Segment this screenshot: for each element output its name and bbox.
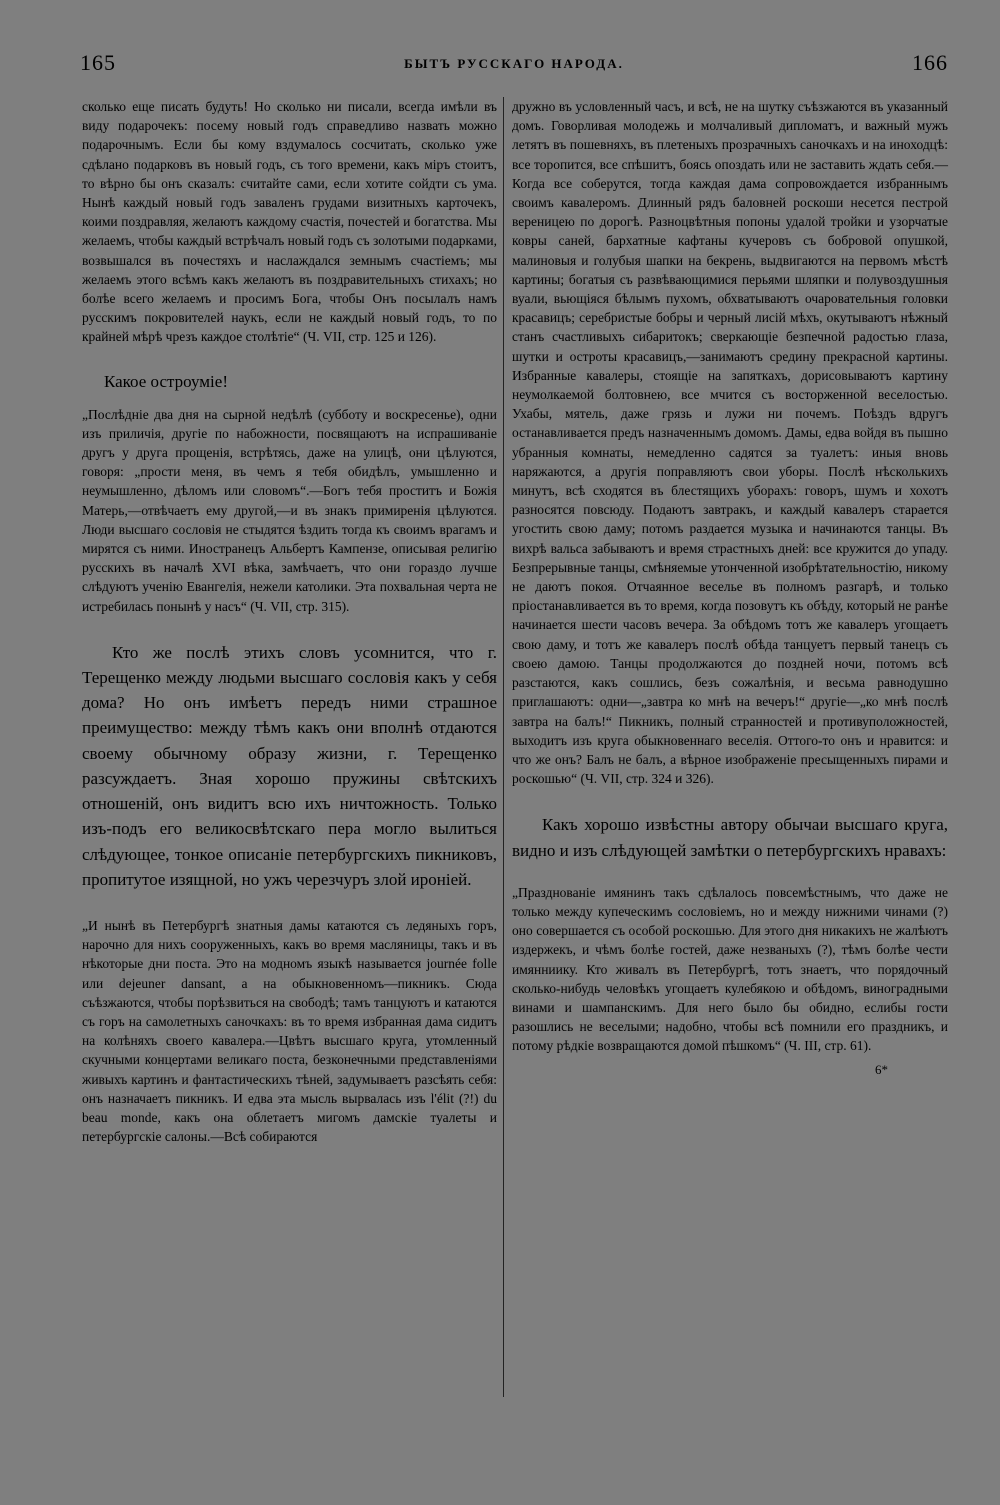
left-column [82, 97, 497, 1146]
column-divider [503, 97, 504, 1397]
section-heading: Какое остроуміе! [104, 371, 228, 391]
body-paragraph: Кто же послѣ этихъ словъ усомнится, что г. Терещенко между людьми высшаго сословія какъ у себя дома? Но онъ имѣетъ передъ ними страшное преимущество: между тѣмъ какъ они вполнѣ отдаются своему обычному образу жизни, г. Терещенко разсуждаетъ. Зная хорошо пружины свѣтскихъ отношеній, онъ видитъ всю ихъ ничтожность. Только изъ-подъ его великосвѣтскаго пера могло вылиться слѣдующее, тонкое описаніе петербургскихъ пикниковъ, пропитутое изящной, но ужъ черезчуръ злой ироніей. [82, 642, 497, 889]
body-paragraph: Какъ хорошо извѣстны автору обычаи высшаго круга, видно и изъ слѣдующей замѣтки о петербургскихъ нравахъ: [512, 815, 948, 860]
quote-paragraph: „Празднованіе имянинъ такъ сдѣлалось повсемѣстнымъ, что даже не только между купеческимъ сословіемъ, но и между нижними чинами (?) оно совершается съ особой роскошью. Для этого дня никакихъ не жалѣютъ издержекъ, и чѣмъ болѣе гостей, даже незваныхъ (?), тѣмъ болѣе чести имянниику. Кто живалъ въ Петербургѣ, тотъ знаетъ, что порядочный сколько-нибудь человѣкъ угощаетъ кулебякою и обѣдомъ, виноградными винами и шампанскимъ. Для него было бы обидно, еслибы гости разошлись не веселыми; надобно, чтобы всѣ помнили его праздникъ, и потому рѣдкіе возвращаются домой пѣшкомъ“ (Ч. III, стр. 61). [512, 884, 948, 1054]
page-number-left: 165 [80, 50, 116, 75]
quote-paragraph: дружно въ условленный часъ, и всѣ, не на шутку съѣзжаются въ указанный домъ. Говорливая молодежь и молчаливый дипломатъ, и важный мужъ летятъ въ пошевняхъ, въ плетеныхъ прозрачныхъ саночкахъ и на иноходцѣ: все торопится, все спѣшитъ, боясь опоздать или не заставить ждать себя.—Когда все соберутся, тогда каждая дама сопровождается избраннымъ своимъ кавалеромъ. Длинный рядъ баловней роскоши несется пестрой вереницею по дорогѣ. Разноцвѣтныя попоны удалой тройки и узорчатые ковры саней, бархатные кафтаны кучеровъ съ бобровой опушкой, малиновыя и голубыя шапки на бекрень, выдвигаются на первомъ мѣстѣ картины; богатыя съ развѣвающимися перьями шляпки и полувоздушныя вуали, вьющіяся бѣлымъ пухомъ, обхватываютъ очаровательныя головки красавицъ; серебристые бобры и черный лисій мѣхъ, окутываютъ нѣжный станъ счастливыхъ сибаритокъ; сверкающіе безпечной радостью глаза, шутки и остроты красавицъ,—занимаютъ средину прекрасной картины. Избранные кавалеры, стоящіе на запяткахъ, дорисовываютъ картину неумолкаемой болтовнею, все мчится съ восторженной веселостью. Ухабы, мятель, даже грязь и лужи ни почемъ. Поѣздъ вдругъ останавливается предъ назначеннымъ домомъ. Дамы, едва войдя въ пышно убранныя комнаты, немедленно садятся за туалетъ: иныя вновь наряжаются, а другія поправляютъ свои уборы. Послѣ нѣсколькихъ минутъ, всѣ сходятся въ блестящихъ уборахъ: говоръ, шумъ и хохотъ разносятся повсюду. Подаютъ завтракъ, и каждый кавалеръ старается угостить свою даму; потомъ раздается музыка и начинаются танцы. Въ вихрѣ вальса забываютъ и время страстныхъ дней: все кружится до упаду. Безпрерывные танцы, смѣняемые утонченной изобрѣтательностію, никому не даютъ покоя. Отчаянное веселье въ полномъ разгарѣ, и только пріостанавливается въ то время, когда позовутъ къ обѣду, который не ранѣе начинается шести часовъ вечера. За обѣдомъ тотъ же кавалеръ угощаетъ свою даму, и тотъ же кавалеръ послѣ обѣда танцуетъ первый танецъ съ своею дамою. Танцы продолжаются до поздней ночи, потомъ всѣ разстаются, какъ сошлись, безъ сожалѣнія, и весьма равнодушно приглашаютъ: одни—„завтра ко мнѣ на вечеръ!“ другіе—„ко мнѣ послѣ завтра на балъ!“ Пикникъ, полный странностей и противуположностей, выходитъ изъ круга обыкновеннаго веселія. Оттого-то онъ и нравится: и что же онъ? Балъ не балъ, а вѣрное изображеніе пресыщенныхъ пирами и роскошью“ (Ч. VII, стр. 324 и 326). [512, 99, 948, 787]
quote-paragraph: „Послѣдніе два дня на сырной недѣлѣ (субботу и воскресенье), одни изъ приличія, другіе по набожности, посвящаютъ на испрашиваніе другъ у друга прощенія, встрѣтясь, даже на улицѣ, они цѣлуются, говоря: „прости меня, въ чемъ я тебя обидѣлъ, умышленно и неумышленно, дѣломъ или словомъ“.—Богъ тебя проститъ и Божія Матерь,—отвѣчаетъ ему другой,—и въ знакъ примиренія цѣлуются. Люди высшаго сословія не стыдятся ѣздить тогда къ своимъ врагамъ и мирятся съ ними. Иностранецъ Альбертъ Кампензе, описывая религію русскихъ въ началѣ XVI вѣка, замѣчаетъ, что они гораздо лучше слѣдуютъ ученію Евангелія, нежели католики. Эта похвальная черта не истребилась понынѣ у насъ“ (Ч. VII, стр. 315). [82, 406, 497, 614]
signature-mark: 6* [875, 1061, 888, 1077]
right-column [512, 97, 948, 1078]
quote-paragraph: „И нынѣ въ Петербургѣ знатныя дамы катаются съ ледяныхъ горъ, нарочно для нихъ сооруженныхъ, какъ во время масляницы, такъ и въ нѣкоторые дни поста. Это на модномъ языкѣ называется journée folle или dejeuner dansant, а на обыкновенномъ—пикникъ. Сюда съѣзжаются, чтобы порѣзвиться на свободѣ; тамъ танцуютъ и катаются съ горъ на самолетныхъ саночкахъ: въ то время избранная дама сидитъ на колѣняхъ своего кавалера.—Цвѣтъ высшаго круга, утомленный скучными концертами великаго поста, безконечными представленіями живыхъ картинъ и фантастическихъ тѣней, задумываетъ разсѣять себя: онъ назначаетъ пикникъ. И едва эта мысль вырвалась изъ l'élit (?!) du beau monde, какъ она облетаетъ мигомъ дамскіе туалеты и петербургскіе салоны.—Всѣ собираются [82, 917, 497, 1145]
quote-paragraph: сколько еще писать будуть! Но сколько ни писали, всегда имѣли въ виду подарочекъ: посему новый годъ справедливо назвать можно подарочнымъ. Если бы кому вздумалось сосчитать, сколько уже сдѣлано подарковъ въ новый годъ, съ того времени, какъ міръ стоитъ, то вѣрно бы онъ сказалъ: считайте сами, если хотите сойдти съ ума. Нынѣ каждый новый годъ заваленъ грудами визитныхъ карточекъ, коими поздравляя, желаютъ каждому счастія, почестей и богатства. Мы желаемъ, чтобы каждый встрѣчалъ новый годъ съ золотыми подарками, возвышался въ почестяхъ и наслаждался земнымъ счастіемъ; мы желаемъ этого всѣмъ какъ желаютъ въ поздравительныхъ стихахъ; но болѣе всего желаемъ и просимъ Бога, чтобы Онъ посылалъ намъ русскимъ покровителей наукъ, если не каждый новый годъ, то по крайней мѣрѣ чрезъ каждое столѣтіе“ (Ч. VII, стр. 125 и 126). [82, 99, 497, 345]
page-number-right: 166 [912, 50, 948, 75]
running-title: БЫТЪ РУССКАГО НАРОДА. [404, 56, 624, 71]
page-header [80, 50, 948, 80]
